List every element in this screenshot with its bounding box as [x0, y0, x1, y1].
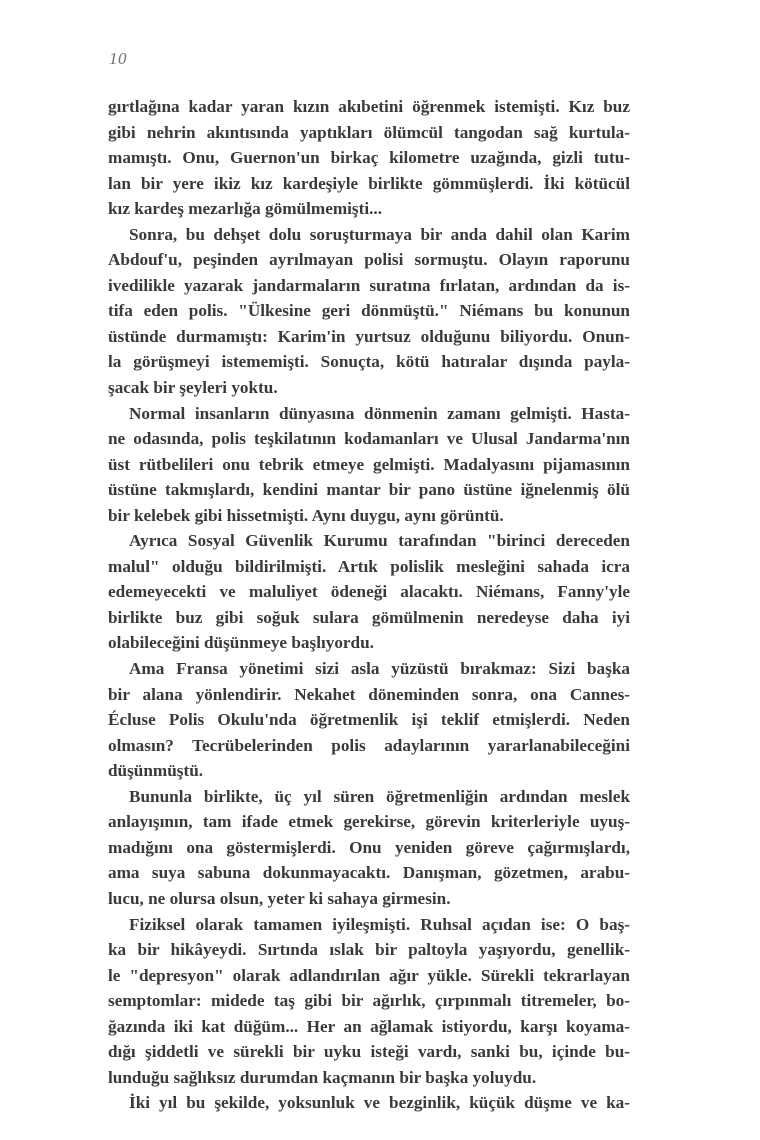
text-line: Ayrıca Sosyal Güvenlik Kurumu tarafından "birinci dereceden — [129, 531, 630, 551]
text-line: ama suya sabuna dokunmayacaktı. Danışman, gözetmen, arabu- — [108, 863, 630, 883]
paragraph — [108, 784, 630, 912]
text-line: gibi nehrin akıntısında yaptıkları ölümcül tangodan sağ kurtula- — [108, 122, 630, 142]
text-line: Sonra, bu dehşet dolu soruşturmaya bir anda dahil olan Karim — [129, 224, 630, 244]
text-line: ne odasında, polis teşkilatının kodamanları ve Ulusal Jandarma'nın — [108, 429, 630, 449]
text-line: Ama Fransa yönetimi sizi asla yüzüstü bırakmaz: Sizi başka — [129, 659, 630, 679]
text-line: Fiziksel olarak tamamen iyileşmişti. Ruhsal açıdan ise: O baş- — [129, 914, 630, 934]
text-line: Abdouf'u, peşinden ayrılmayan polisi sormuştu. Olayın raporunu — [108, 250, 630, 270]
text-line: lucu, ne olursa olsun, yeter ki sahaya girmesin. — [108, 888, 451, 908]
paragraph — [108, 222, 630, 401]
paragraph — [108, 656, 630, 784]
text-line: üstünde durmamıştı: Karim'in yurtsuz olduğunu biliyordu. Onun- — [108, 326, 630, 346]
text-line: üstüne takmışlardı, kendini mantar bir pano üstüne iğnelenmiş ölü — [108, 480, 630, 500]
paragraph — [108, 401, 630, 529]
text-line: bir alana yönlendirir. Nekahet döneminden sonra, ona Cannes- — [108, 684, 630, 704]
text-line: kız kardeş mezarlığa gömülmemişti... — [108, 199, 383, 219]
paragraph — [108, 1090, 630, 1116]
text-line: ka bir hikâyeydi. Sırtında ıslak bir paltoyla yaşıyordu, genellik- — [108, 940, 630, 960]
text-line: malul" olduğu bildirilmişti. Artık polislik mesleğini sahada icra — [108, 556, 630, 576]
text-line: Normal insanların dünyasına dönmenin zamanı gelmişti. Hasta- — [129, 403, 630, 423]
text-line: Bununla birlikte, üç yıl süren öğretmenliğin ardından meslek — [129, 786, 630, 806]
text-line: olabileceğini düşünmeye başlıyordu. — [108, 633, 374, 653]
text-line: şacak bir şeyleri yoktu. — [108, 378, 278, 398]
paragraph — [108, 528, 630, 656]
text-line: la görüşmeyi istememişti. Sonuçta, kötü hatıralar dışında payla- — [108, 352, 630, 372]
body-text — [108, 94, 630, 1116]
text-line: anlayışının, tam ifade etmek gerekirse, görevin kriterleriyle uyuş- — [108, 812, 630, 832]
text-line: gırtlağına kadar yaran kızın akıbetini öğrenmek istemişti. Kız buz — [108, 97, 630, 116]
text-line: edemeyecekti ve maluliyet ödeneği alacaktı. Niémans, Fanny'yle — [108, 582, 630, 602]
text-line: Écluse Polis Okulu'nda öğretmenlik işi teklif etmişlerdi. Neden — [108, 710, 630, 730]
text-line: madığını ona göstermişlerdi. Onu yeniden göreve çağırmışlardı, — [108, 837, 630, 857]
text-line: lunduğu sağlıksız durumdan kaçmanın bir başka yoluydu. — [108, 1067, 537, 1087]
text-line: üst rütbelileri onu tebrik etmeye gelmişti. Madalyasını pijamasının — [108, 454, 630, 474]
text-line: le "depresyon" olarak adlandırılan ağır yükle. Sürekli tekrarlayan — [108, 965, 630, 985]
text-line: mamıştı. Onu, Guernon'un birkaç kilometre uzağında, gizli tutu- — [108, 148, 630, 168]
page-number: 10 — [109, 49, 127, 68]
text-line: birlikte buz gibi soğuk sulara gömülmenin neredeyse daha iyi — [108, 607, 630, 627]
text-line: tifa eden polis. "Ülkesine geri dönmüştü." Niémans bu konunun — [108, 301, 630, 321]
text-line: olmasın? Tecrübelerinden polis adaylarının yararlanabileceğini — [108, 735, 630, 755]
text-line: dığı şiddetli ve sürekli bir uyku isteği vardı, sanki bu, içinde bu- — [108, 1042, 630, 1062]
text-line: düşünmüştü. — [108, 761, 204, 781]
text-line: lan bir yere ikiz kız kardeşiyle birlikte gömmüşlerdi. İki kötücül — [108, 173, 630, 193]
text-line: ivedilikle yazarak jandarmaların suratına fırlatan, ardından da is- — [108, 275, 630, 295]
paragraph — [108, 94, 630, 222]
text-line: semptomlar: midede taş gibi bir ağırlık, çırpınmalı titremeler, bo- — [108, 991, 630, 1011]
paragraph — [108, 912, 630, 1091]
text-line: ğazında iki kat düğüm... Her an ağlamak istiyordu, karşı koyama- — [108, 1016, 630, 1036]
text-line: bir kelebek gibi hissetmişti. Aynı duygu, aynı görüntü. — [108, 505, 504, 525]
text-line: İki yıl bu şekilde, yoksunluk ve bezginlik, küçük düşme ve ka- — [129, 1093, 630, 1113]
